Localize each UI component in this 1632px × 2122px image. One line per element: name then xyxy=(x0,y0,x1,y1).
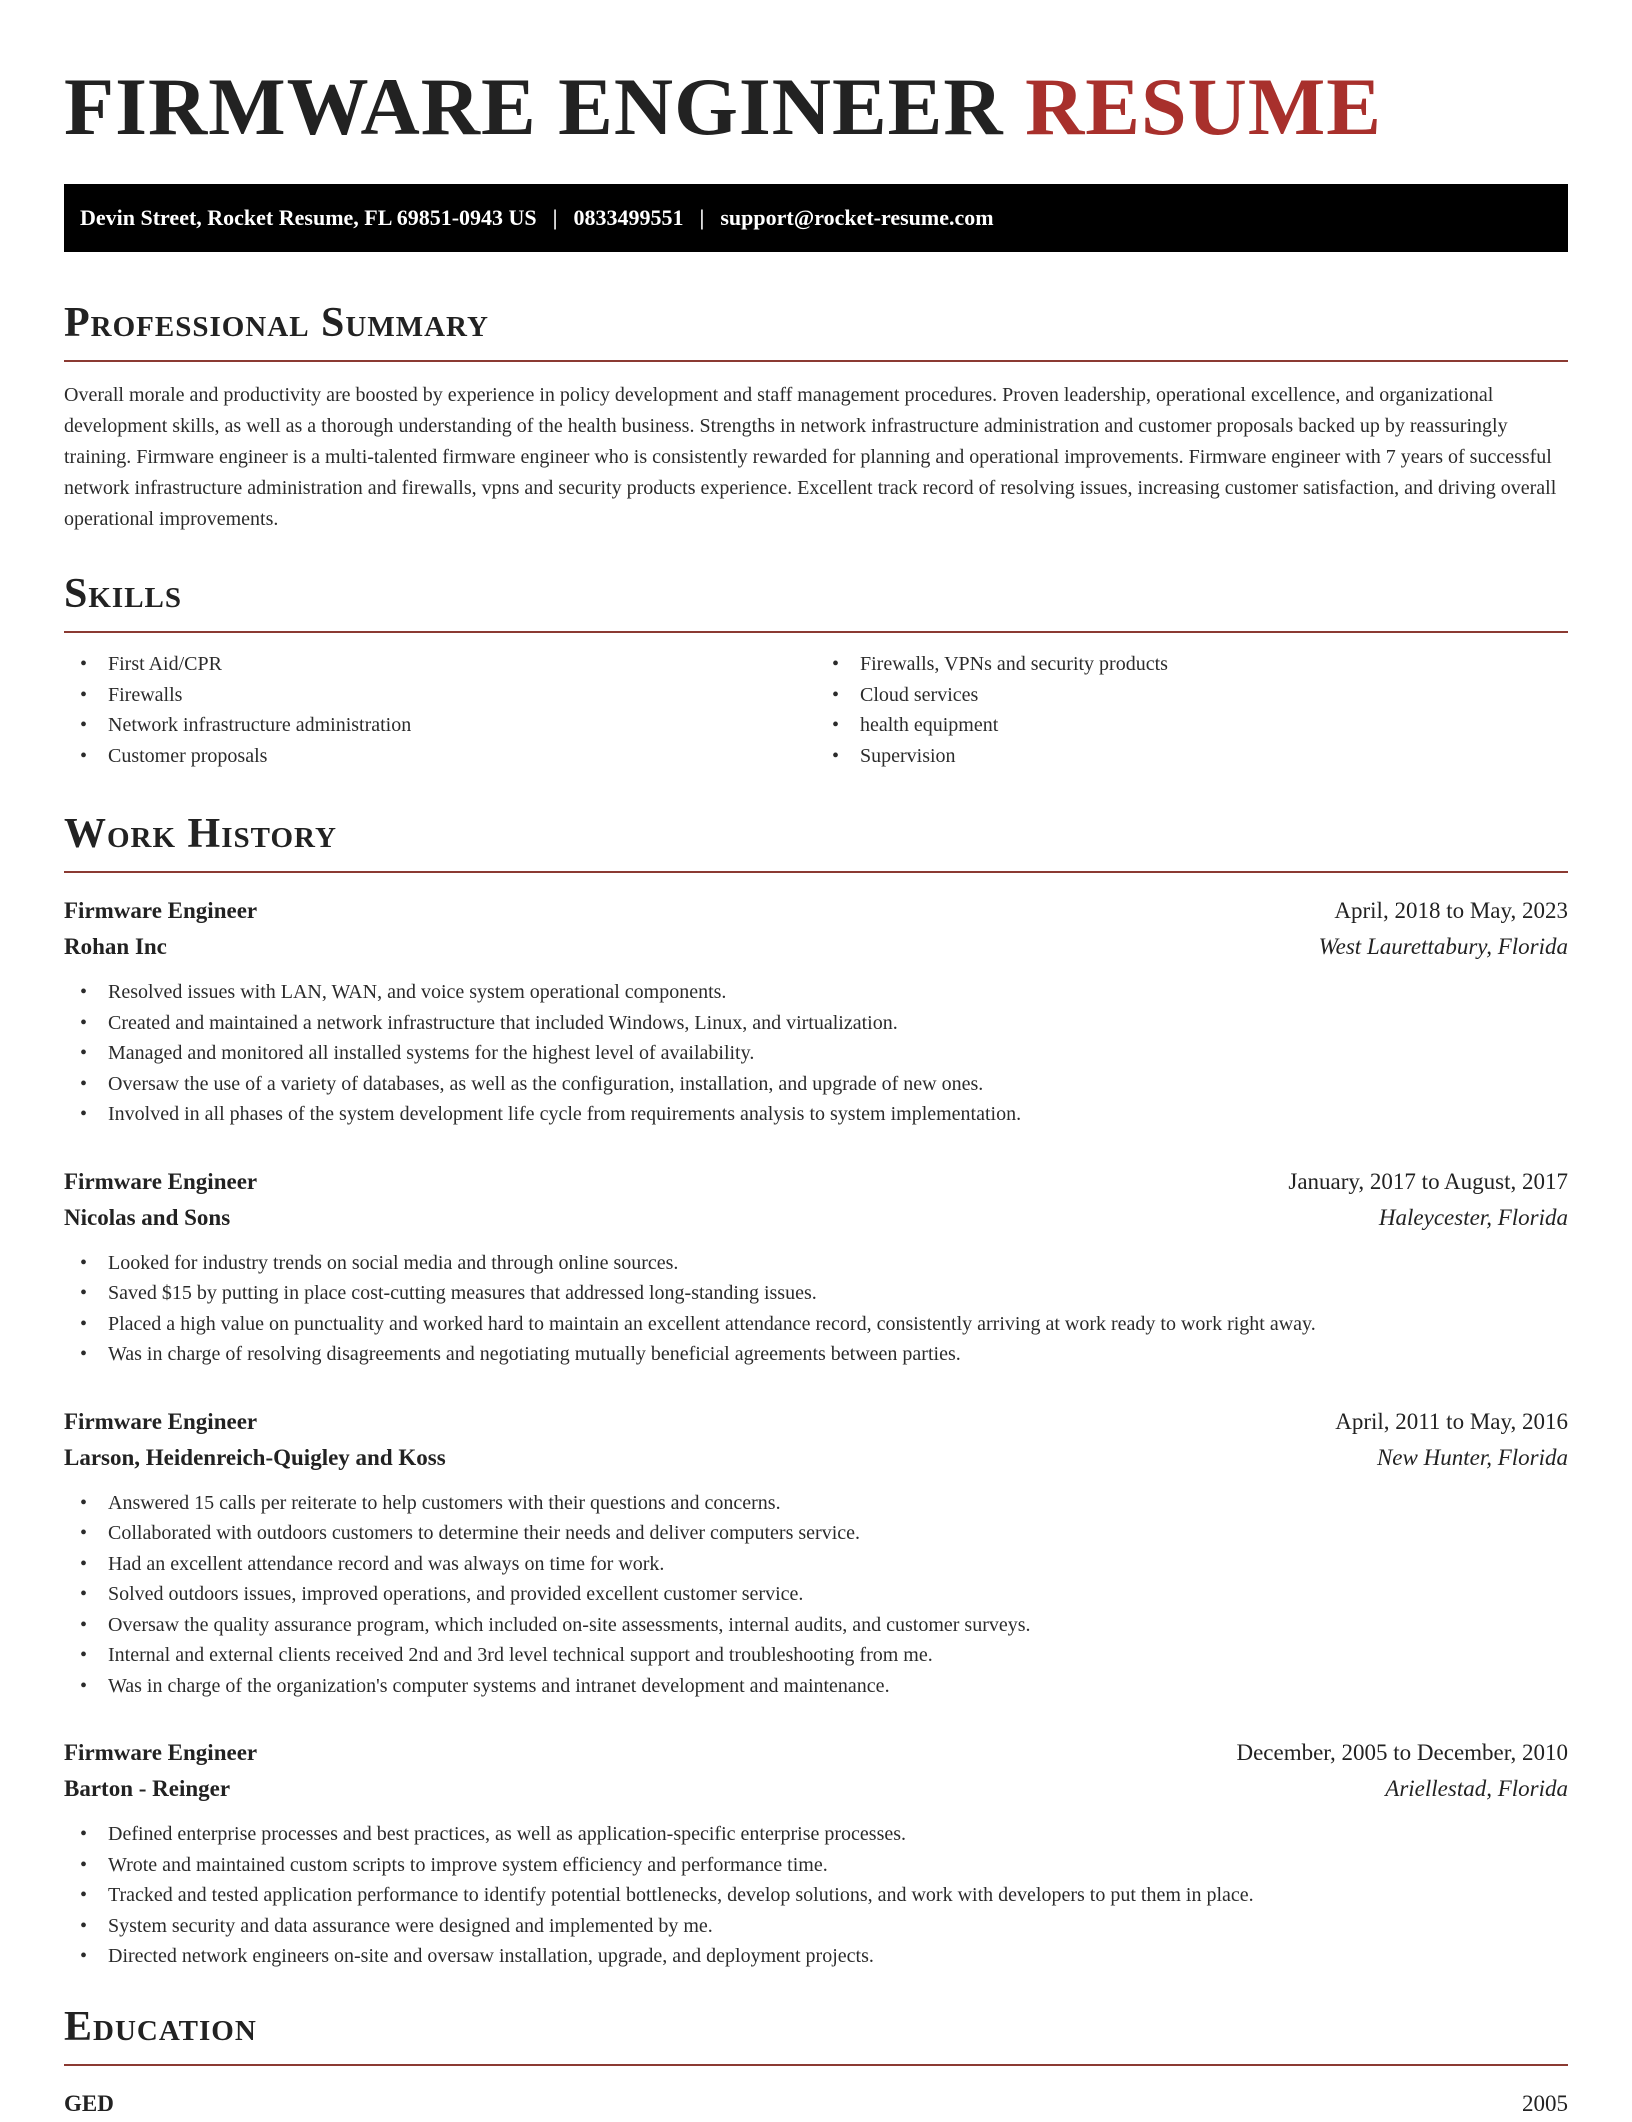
job-company: Rohan Inc xyxy=(64,934,167,959)
title-main: FIRMWARE ENGINEER xyxy=(64,61,1004,152)
contact-separator: | xyxy=(699,205,705,230)
job-dates: January, 2017 to August, 2017 xyxy=(1288,1168,1568,1194)
job-location: New Hunter, Florida xyxy=(1376,1444,1568,1470)
summary-text: Overall morale and productivity are boosted by experience in policy development and staff management procedures. Proven leadership, operational excellence, and organizational development skills, as well as a thorough understanding of the health business. Strengths in network infrastructure administration and customer proposals backed up by reassuringly training. Firmware engineer is a multi-talented firmware engineer who is consistently rewarded for planning and operational improvements. Firmware engineer with 7 years of successful network infrastructure administration and firewalls, vpns and security products experience. Excellent track record of resolving issues, increasing customer satisfaction, and driving overall operational improvements. xyxy=(64,384,1557,530)
job-bullet: • Had an excellent attendance record and was always on time for work. xyxy=(64,1549,1568,1580)
job-header xyxy=(64,1164,1568,1200)
job-location: Haleycester, Florida xyxy=(1378,1204,1568,1230)
job-subheader xyxy=(64,929,1568,965)
job-bullet: • Oversaw the quality assurance program, which included on-site assessments, internal audits, and customer surveys. xyxy=(64,1610,1568,1641)
skill-item: • Network infrastructure administration xyxy=(64,710,816,741)
skill-item: • Customer proposals xyxy=(64,741,816,772)
job-bullet: • System security and data assurance were designed and implemented by me. xyxy=(64,1911,1568,1942)
job-header xyxy=(64,1735,1568,1771)
job-bullet: • Resolved issues with LAN, WAN, and voice system operational components. xyxy=(64,977,1568,1008)
contact-address: Devin Street, Rocket Resume, FL 69851-0943 US xyxy=(80,205,537,230)
job-bullet: • Directed network engineers on-site and oversaw installation, upgrade, and deployment projects. xyxy=(64,1941,1568,1972)
job-dates: December, 2005 to December, 2010 xyxy=(1236,1740,1568,1765)
job-bullet: • Defined enterprise processes and best practices, as well as application-specific enterprise processes. xyxy=(64,1819,1568,1850)
job-bullet: • Collaborated with outdoors customers to determine their needs and deliver computers service. xyxy=(64,1518,1568,1549)
job-entry xyxy=(64,1404,1568,1702)
job-bullet: • Looked for industry trends on social media and through online sources. xyxy=(64,1248,1568,1279)
section-divider xyxy=(64,360,1568,362)
title-accent: RESUME xyxy=(1025,61,1382,152)
job-bullets xyxy=(64,1819,1568,1972)
job-entry xyxy=(64,1735,1568,1972)
job-bullet: • Was in charge of resolving disagreements and negotiating mutually beneficial agreements between parties. xyxy=(64,1339,1568,1370)
job-subheader xyxy=(64,1200,1568,1236)
job-bullet: • Answered 15 calls per reiterate to help customers with their questions and concerns. xyxy=(64,1488,1568,1519)
contact-phone: 0833499551 xyxy=(573,205,684,230)
job-bullet: • Oversaw the use of a variety of databases, as well as the configuration, installation, and upgrade of new ones. xyxy=(64,1069,1568,1100)
job-entry xyxy=(64,1164,1568,1370)
job-bullet: • Involved in all phases of the system development life cycle from requirements analysis to system implementation. xyxy=(64,1099,1568,1130)
skill-item: • health equipment xyxy=(816,710,1568,741)
job-bullet: • Tracked and tested application performance to identify potential bottlenecks, develop solutions, and work with developers to put them in place. xyxy=(64,1880,1568,1911)
contact-email: support@rocket-resume.com xyxy=(720,205,994,230)
section-divider xyxy=(64,871,1568,873)
contact-bar xyxy=(64,184,1568,252)
skills-heading: Skills xyxy=(64,571,183,617)
job-entry xyxy=(64,893,1568,1130)
job-bullet: • Solved outdoors issues, improved operations, and provided excellent customer service. xyxy=(64,1579,1568,1610)
job-bullet: • Saved $15 by putting in place cost-cutting measures that addressed long-standing issues. xyxy=(64,1278,1568,1309)
job-location: Ariellestad, Florida xyxy=(1385,1776,1568,1801)
section-divider xyxy=(64,2064,1568,2066)
skill-item: • First Aid/CPR xyxy=(64,649,816,680)
job-subheader xyxy=(64,1771,1568,1807)
job-bullets xyxy=(64,977,1568,1130)
education-heading: Education xyxy=(64,2003,257,2050)
job-title: Firmware Engineer xyxy=(64,1168,258,1194)
skills-list xyxy=(64,649,1568,771)
job-bullet: • Managed and monitored all installed systems for the highest level of availability. xyxy=(64,1038,1568,1069)
work-history-heading: Work History xyxy=(64,811,337,857)
job-bullet: • Internal and external clients received 2nd and 3rd level technical support and troubleshooting from me. xyxy=(64,1640,1568,1671)
job-title: Firmware Engineer xyxy=(64,1408,258,1434)
job-company: Nicolas and Sons xyxy=(64,1204,231,1230)
job-subheader xyxy=(64,1440,1568,1476)
skill-item: • Firewalls, VPNs and security products xyxy=(816,649,1568,680)
education-entry xyxy=(64,2086,1568,2122)
job-bullet: • Placed a high value on punctuality and worked hard to maintain an excellent attendance record, consistently arriving at work ready to work right away. xyxy=(64,1309,1568,1340)
job-dates: April, 2011 to May, 2016 xyxy=(1335,1408,1568,1434)
job-dates: April, 2018 to May, 2023 xyxy=(1334,898,1568,923)
job-title: Firmware Engineer xyxy=(64,898,258,923)
education-year: 2005 xyxy=(1522,2090,1568,2116)
job-header xyxy=(64,1404,1568,1440)
contact-separator: | xyxy=(552,205,558,230)
skill-item: • Cloud services xyxy=(816,680,1568,711)
job-header xyxy=(64,893,1568,929)
job-company: Larson, Heidenreich-Quigley and Koss xyxy=(64,1444,446,1470)
page-title xyxy=(64,61,1568,152)
skill-item: • Firewalls xyxy=(64,680,816,711)
job-bullet: • Wrote and maintained custom scripts to improve system efficiency and performance time. xyxy=(64,1850,1568,1881)
section-divider xyxy=(64,631,1568,633)
skills-column-right xyxy=(816,649,1568,771)
skills-column-left xyxy=(64,649,816,771)
job-location: West Laurettabury, Florida xyxy=(1318,934,1568,959)
summary-heading: Professional Summary xyxy=(64,300,489,346)
job-bullet: • Was in charge of the organization's computer systems and intranet development and maintenance. xyxy=(64,1671,1568,1702)
skill-item: • Supervision xyxy=(816,741,1568,772)
job-company: Barton - Reinger xyxy=(64,1776,231,1801)
job-title: Firmware Engineer xyxy=(64,1740,258,1765)
job-bullet: • Created and maintained a network infrastructure that included Windows, Linux, and virtualization. xyxy=(64,1008,1568,1039)
education-degree: GED xyxy=(64,2090,114,2116)
job-bullets xyxy=(64,1488,1568,1702)
job-bullets xyxy=(64,1248,1568,1370)
